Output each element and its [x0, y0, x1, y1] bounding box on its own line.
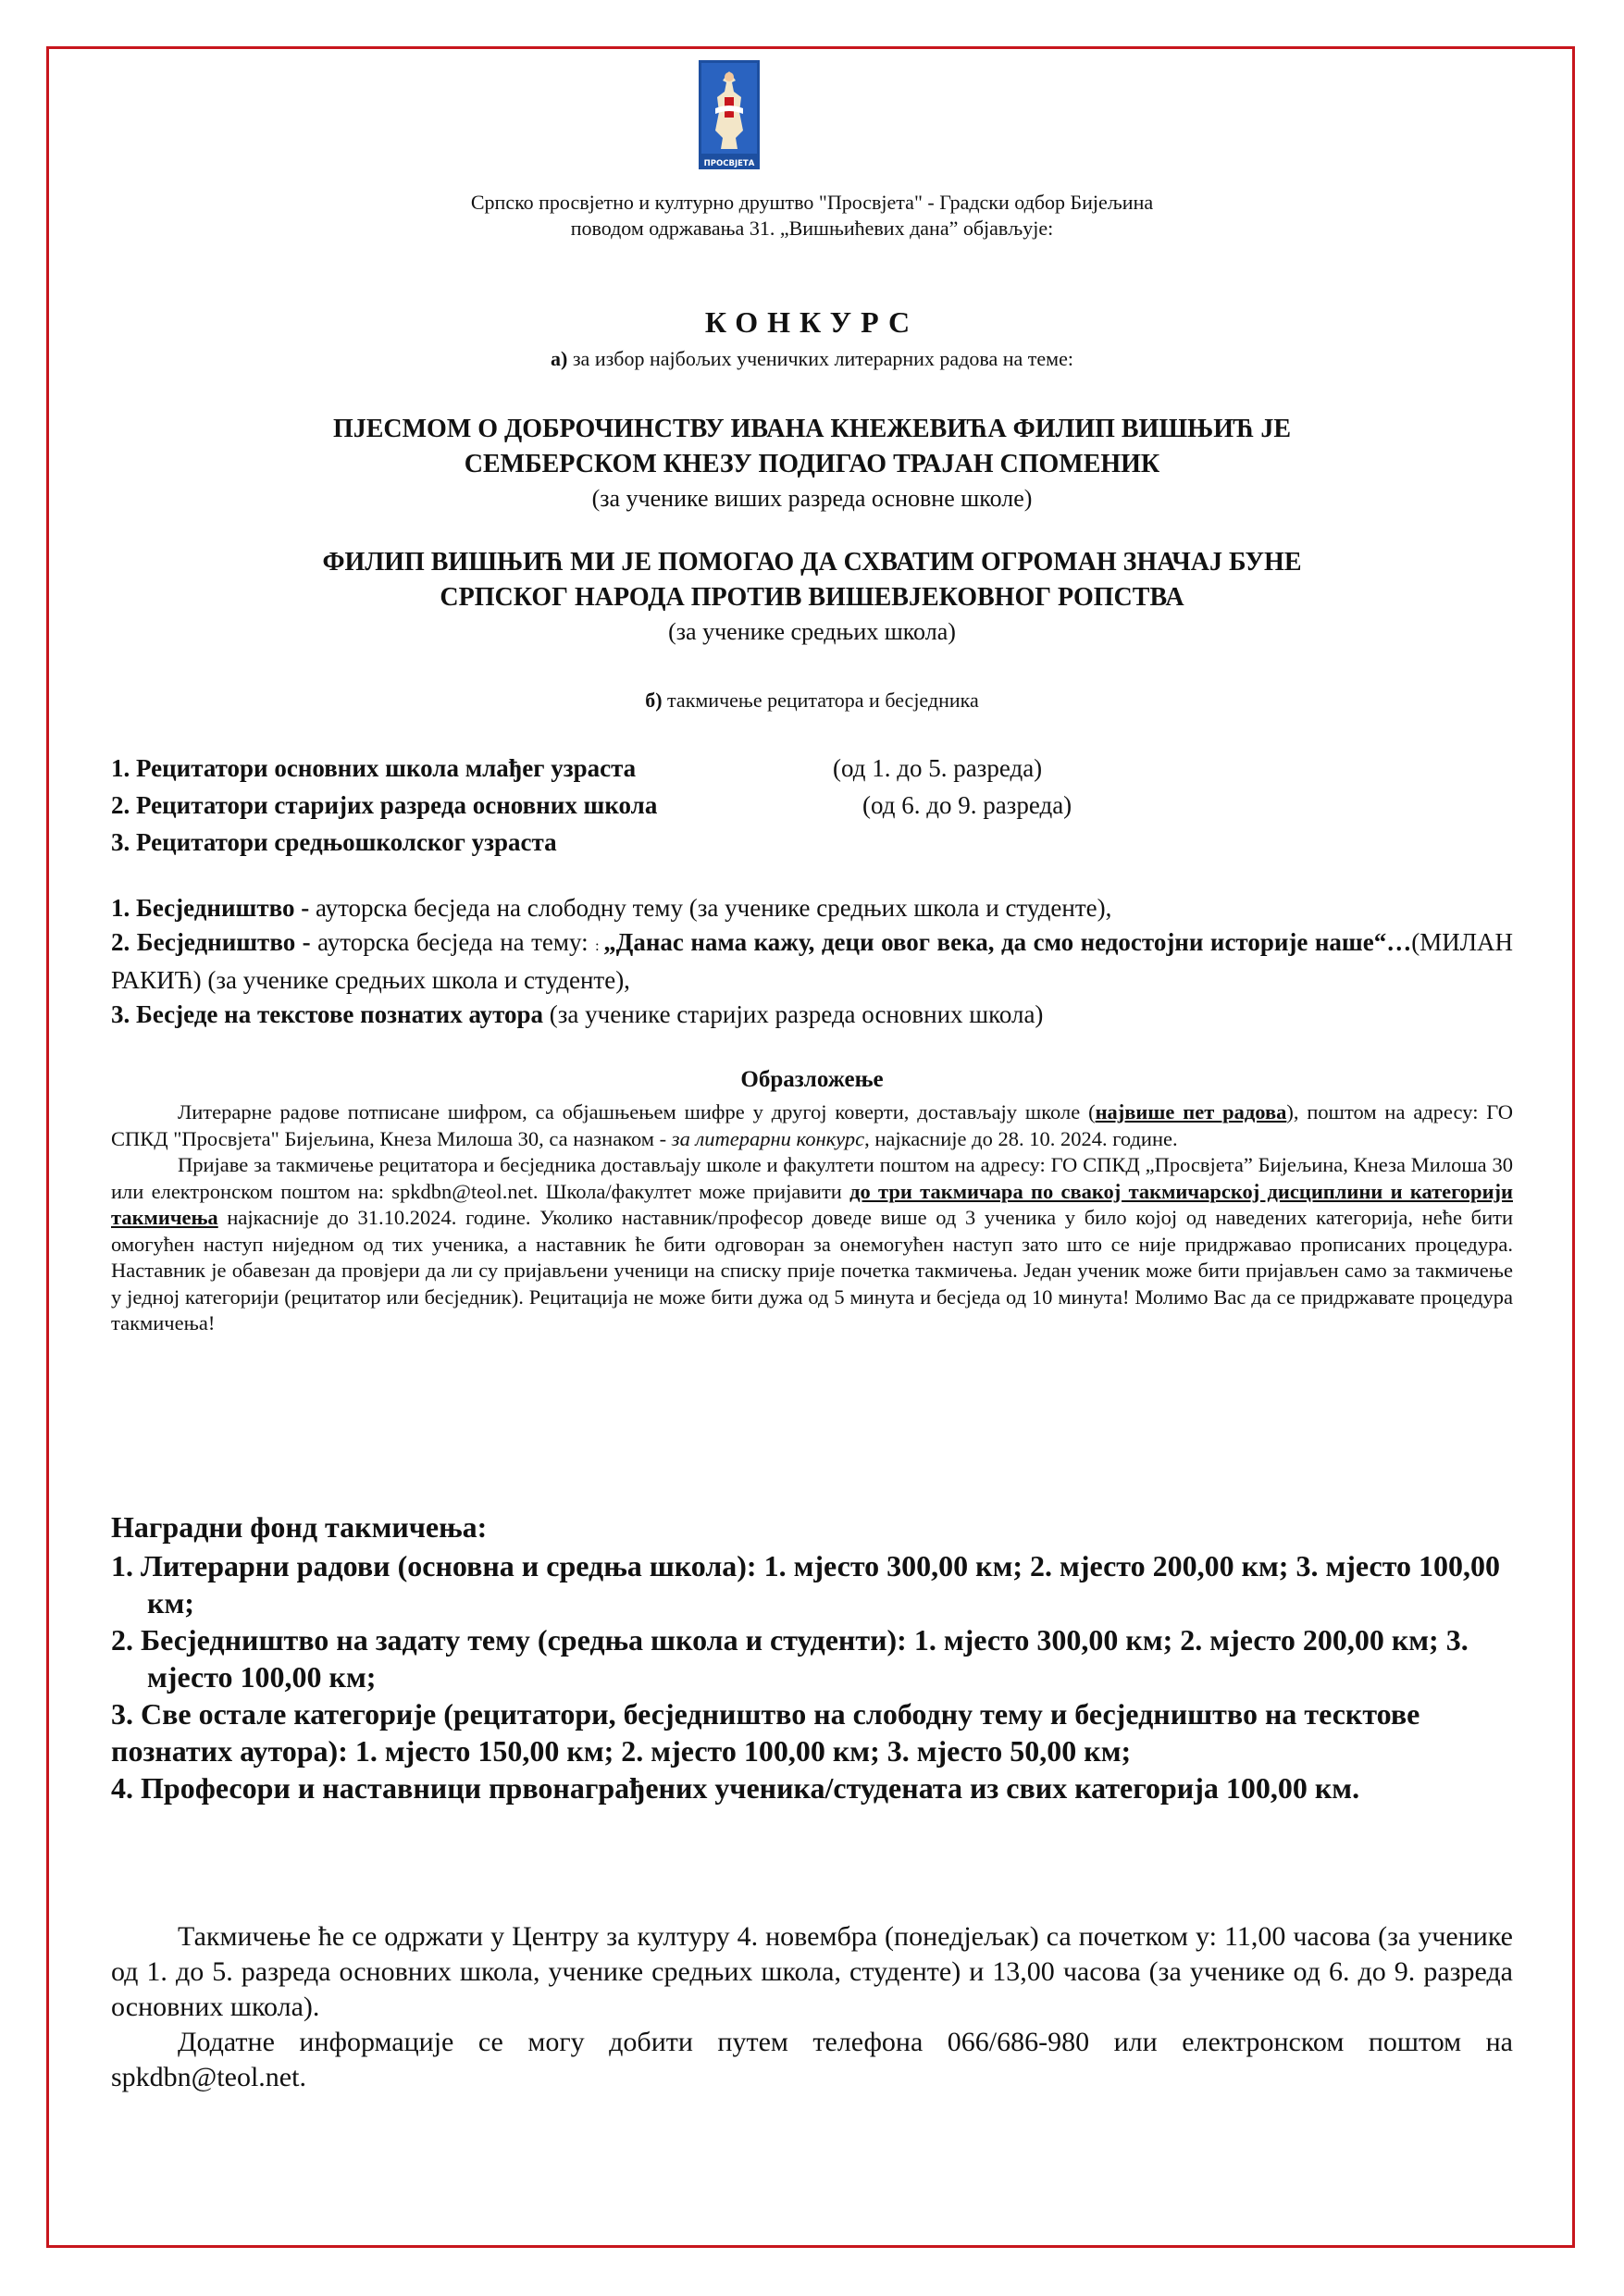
- orator-item-1: [111, 891, 1513, 925]
- section-b-intro: [111, 689, 1513, 713]
- reciter-category-1: [111, 750, 636, 787]
- topic-1-audience: (за ученике виших разреда основне школе): [591, 485, 1033, 512]
- orator-item-1-text: ауторска бесједа на слободну тему (за ученике средњих школа и студенте),: [309, 894, 1112, 922]
- section-a-intro: [111, 347, 1513, 371]
- prize-item-3: 3. Све остале категорије (рецитатори, бесједништво на слободну тему и бесједништво на тесктове познатих аутора): 1. мјесто 150,00 км; 2. мјесто 100,00 км; 3. мјесто 50,00 км;: [111, 1697, 1420, 1768]
- konkurs-title: КОНКУРС: [704, 305, 920, 339]
- section-b-label: б): [645, 689, 663, 712]
- section-a-text: за избор најбољих ученичких литерарних радова на теме:: [567, 347, 1073, 370]
- explanation-body: [111, 1099, 1513, 1337]
- reciter-category-3: [111, 824, 557, 861]
- orator-categories: [111, 891, 1513, 1032]
- reciter-category-2-range: (од 6. до 9. разреда): [862, 791, 1072, 819]
- explanation-p1-part-2: ), поштом на адресу: ГО СПКД "Просвјета" Бијељина, Кнеза Милоша 30, са назнаком -: [111, 1100, 1514, 1150]
- closing-paragraph-2: Додатне информације се могу добити путем телефона 066/686-980 или електронском поштом на spkdbn@teol.net.: [111, 2027, 1513, 2092]
- prize-item-1: 1. Литерарни радови (основна и средња школа): 1. мјесто 300,00 км; 2. мјесто 200,00 км; 3. мјесто 100,00 км;: [111, 1549, 1500, 1620]
- logo-caption: ПРОСВЈЕТА: [703, 159, 755, 168]
- reciter-category-1-range: (од 1. до 5. разреда): [833, 754, 1043, 782]
- header-line-1: Српско просвјетно и културно друштво "Просвјета" - Градски одбор Бијељина: [470, 191, 1154, 214]
- topic-2-line-2: СРПСКОГ НАРОДА ПРОТИВ ВИШЕВЈЕКОВНОГ РОПСТВА: [440, 583, 1184, 612]
- prize-fund-list: [111, 1547, 1513, 1806]
- reciter-category-3-label: 3. Рецитатори средњошколског узраста: [111, 828, 557, 856]
- prize-fund-title: Наградни фонд такмичења:: [111, 1510, 488, 1544]
- orator-item-2-author: (МИЛАН РАКИЋ) (за ученике средњих школа и студенте),: [111, 928, 1514, 994]
- reciter-category-2-label: 2. Рецитатори старијих разреда основних школа: [111, 791, 658, 819]
- orator-item-2-colon: :: [595, 938, 604, 954]
- section-a-label: а): [551, 347, 568, 370]
- section-b-text: такмичење рецитатора и бесједника: [662, 689, 979, 712]
- orator-item-3-label: 3. Бесједе на текстове познатих аутора: [111, 1000, 544, 1028]
- explanation-title: Образложење: [740, 1067, 884, 1092]
- explanation-paragraph-2: [111, 1152, 1513, 1337]
- explanation-p2-part-2: најкасније до 31.10.2024. године. Уколико наставник/професор доведе више од 3 ученика у било којој од наведених категорија, неће бити омогућен наступ ниједном од тих ученика, а наставник ће бити одговоран за онемогућен наступ зато што се није придржавао прописаних процедура. Наставник је обавезан да провјери да ли су пријављени ученици на списку прије почетка такмичења. Један ученик може бити пријављен само за такмичење у једној категорији (рецитатор или бесједник). Рецитација не може бити дужа од 5 минута и бесједа од 10 минута! Молимо Вас да се придржавате процедура такмичења!: [111, 1206, 1513, 1334]
- explanation-p1-deadline: , најкасније до 28. 10. 2024. године.: [864, 1126, 1178, 1150]
- closing-text: [111, 1919, 1513, 2095]
- prize-item-2: 2. Бесједништво на задату тему (средња школа и студенти): 1. мјесто 300,00 км; 2. мјесто 200,00 км; 3. мјесто 100,00 км;: [111, 1623, 1469, 1694]
- explanation-paragraph-1: [111, 1099, 1513, 1152]
- closing-paragraph-1: Такмичење ће се одржати у Центру за културу 4. новембра (понедјељак) са почетком у: 11,00 часова (за ученике од 1. до 5. разреда основних школа, ученике средњих школа, студенте) и 13,00 часова (за ученике од 6. до 9. разреда основних школа).: [111, 1921, 1513, 2022]
- reciter-category-1-label: 1. Рецитатори основних школа млађег узраста: [111, 754, 637, 782]
- reciter-category-2: [111, 787, 657, 824]
- explanation-p2-part-1: Пријаве за такмичење рецитатора и бесједника достављају школе и факултети поштом на адресу: ГО СПКД „Просвјета” Бијељина, Кнеза Милоша 30 или електронском поштом на: spkdbn@teol.net. Школа/факултет може пријавити: [111, 1153, 1513, 1203]
- explanation-p1-note: за литерарни конкурс: [671, 1126, 865, 1150]
- orator-item-2-text: ауторска бесједа на тему:: [310, 928, 596, 956]
- explanation-p1-part-1: Литерарне радове потписане шифром, са објашњењем шифре у другој коверти, достављају школе (: [178, 1100, 1096, 1123]
- header-line-2: поводом одржавања 31. „Вишњићевих дана” објављује:: [570, 217, 1054, 240]
- prosvjeta-logo: [699, 60, 760, 169]
- orator-item-3: [111, 998, 1513, 1032]
- prize-item-4: 4. Професори и наставници првонаграђених ученика/студената из свих категорија 100,00 км.: [111, 1771, 1360, 1805]
- orator-item-2-quote: „Данас нама кажу, деци овог века, да смо недостојни историје наше“…: [603, 928, 1412, 956]
- topic-2-audience: (за ученике средњих школа): [668, 618, 956, 645]
- orator-item-2-label: 2. Бесједништво -: [111, 928, 311, 956]
- topic-1-line-1: ПЈЕСМОМ О ДОБРОЧИНСТВУ ИВАНА КНЕЖЕВИЋА ФИЛИП ВИШЊИЋ ЈЕ: [332, 415, 1292, 443]
- orator-item-2: [111, 925, 1513, 998]
- orator-item-3-text: (за ученике старијих разреда основних школа): [543, 1000, 1044, 1028]
- explanation-p2-limit: до три такмичара по свакој такмичарској дисциплини и категорији такмичења: [111, 1179, 1513, 1229]
- topic-2-line-1: ФИЛИП ВИШЊИЋ МИ ЈЕ ПОМОГАО ДА СХВАТИМ ОГРОМАН ЗНАЧАЈ БУНЕ: [322, 548, 1302, 577]
- topic-1-line-2: СЕМБЕРСКОМ КНЕЗУ ПОДИГАО ТРАЈАН СПОМЕНИК: [464, 450, 1160, 478]
- explanation-p1-max-works: највише пет радова: [1095, 1100, 1287, 1123]
- orator-item-1-label: 1. Бесједништво -: [111, 894, 310, 922]
